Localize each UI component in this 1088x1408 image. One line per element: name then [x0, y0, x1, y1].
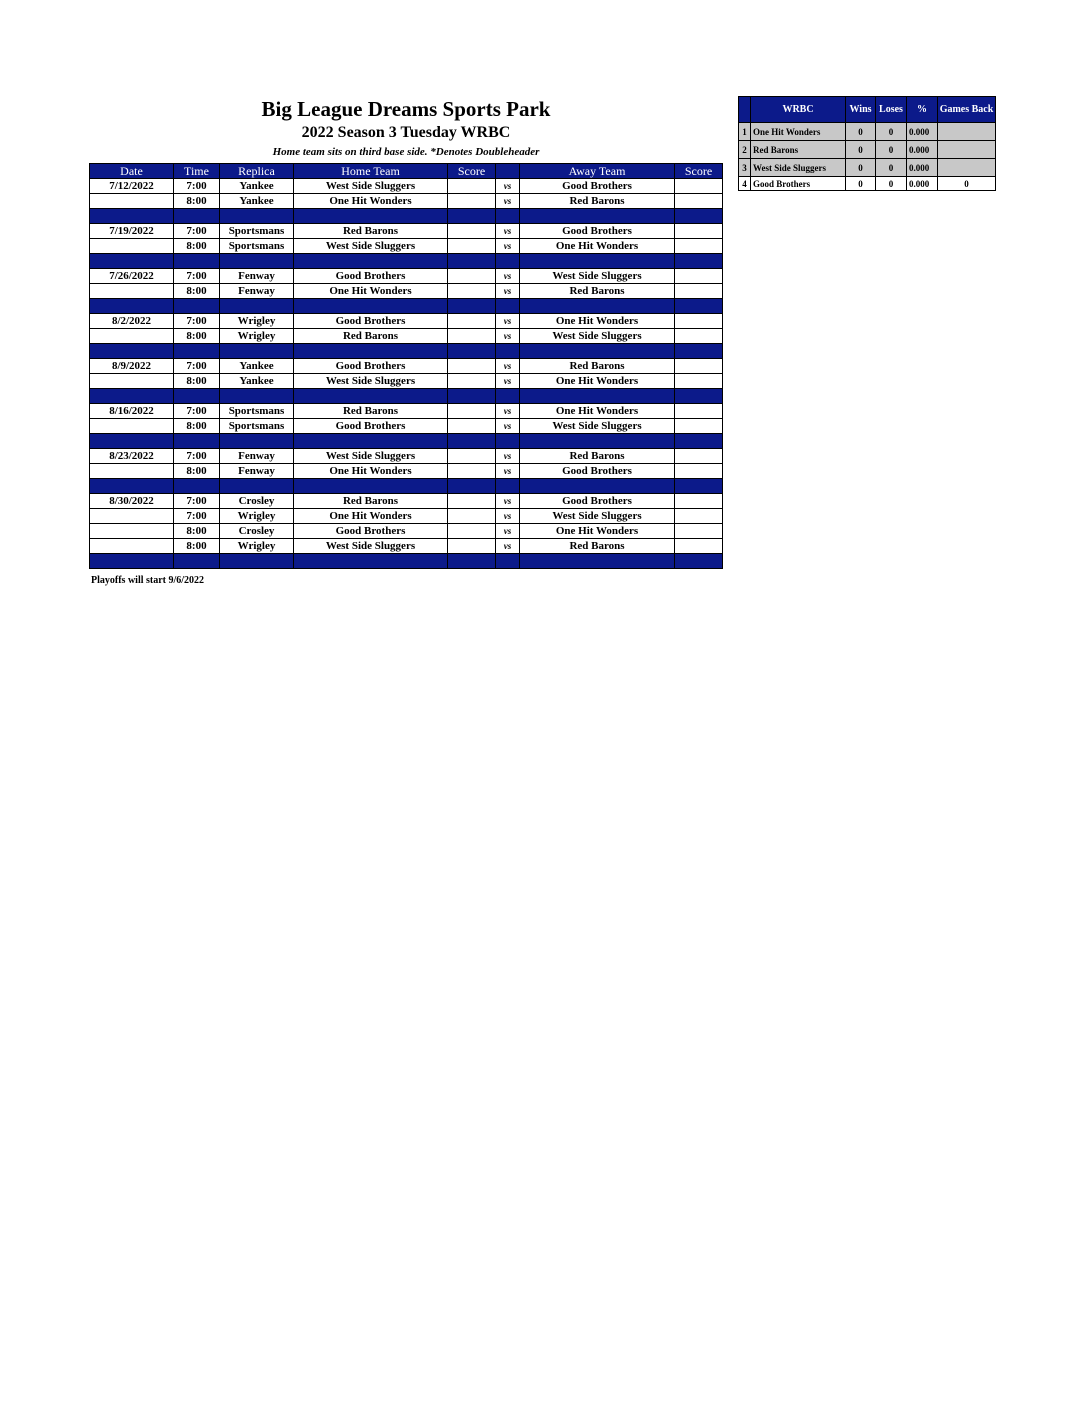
- week-separator: [90, 389, 723, 404]
- home-team: Good Brothers: [294, 524, 448, 539]
- game-date: [90, 464, 174, 479]
- separator-cell: [520, 209, 675, 224]
- schedule-note: Home team sits on third base side. *Denotes Doubleheader: [272, 146, 540, 158]
- home-score: [448, 404, 496, 419]
- week-separator: [90, 254, 723, 269]
- col-home-score: Score: [448, 164, 496, 179]
- separator-cell: [220, 554, 294, 569]
- separator-cell: [90, 554, 174, 569]
- game-row: [90, 224, 723, 239]
- separator-cell: [448, 479, 496, 494]
- away-score: [675, 314, 723, 329]
- week-separator: [90, 554, 723, 569]
- separator-cell: [294, 434, 448, 449]
- away-team: Red Barons: [520, 194, 675, 209]
- game-date: [90, 419, 174, 434]
- standing-wins: 0: [846, 159, 876, 177]
- week-separator: [90, 344, 723, 359]
- week-separator: [90, 479, 723, 494]
- separator-cell: [220, 434, 294, 449]
- game-row: [90, 494, 723, 509]
- game-time: 8:00: [174, 329, 220, 344]
- away-team: One Hit Wonders: [520, 404, 675, 419]
- game-field: Yankee: [220, 374, 294, 389]
- game-date: 8/2/2022: [90, 314, 174, 329]
- standing-team: Red Barons: [751, 141, 846, 159]
- standings-row: [739, 159, 996, 177]
- standing-team: One Hit Wonders: [751, 123, 846, 141]
- vs-label: vs: [496, 524, 520, 539]
- away-score: [675, 494, 723, 509]
- home-score: [448, 419, 496, 434]
- standing-team: West Side Sluggers: [751, 159, 846, 177]
- game-time: 8:00: [174, 524, 220, 539]
- separator-cell: [520, 299, 675, 314]
- separator-cell: [294, 389, 448, 404]
- game-time: 8:00: [174, 464, 220, 479]
- home-score: [448, 539, 496, 554]
- game-row: [90, 419, 723, 434]
- separator-cell: [496, 389, 520, 404]
- home-team: Good Brothers: [294, 269, 448, 284]
- separator-cell: [496, 479, 520, 494]
- separator-cell: [496, 299, 520, 314]
- vs-label: vs: [496, 419, 520, 434]
- away-score: [675, 194, 723, 209]
- standing-pct: 0.000: [907, 177, 938, 191]
- home-team: One Hit Wonders: [294, 509, 448, 524]
- game-row: [90, 374, 723, 389]
- separator-cell: [90, 254, 174, 269]
- home-team: One Hit Wonders: [294, 464, 448, 479]
- away-team: Good Brothers: [520, 494, 675, 509]
- separator-cell: [520, 254, 675, 269]
- game-time: 7:00: [174, 404, 220, 419]
- home-score: [448, 194, 496, 209]
- home-team: West Side Sluggers: [294, 374, 448, 389]
- home-score: [448, 329, 496, 344]
- page-subtitle: 2022 Season 3 Tuesday WRBC: [301, 124, 511, 141]
- game-date: 8/9/2022: [90, 359, 174, 374]
- vs-label: vs: [496, 224, 520, 239]
- col-replica: Replica: [220, 164, 294, 179]
- separator-cell: [496, 434, 520, 449]
- standings-header-row: [739, 97, 996, 123]
- game-date: [90, 374, 174, 389]
- away-score: [675, 449, 723, 464]
- separator-cell: [90, 434, 174, 449]
- standings-row: [739, 123, 996, 141]
- separator-cell: [675, 209, 723, 224]
- away-team: West Side Sluggers: [520, 509, 675, 524]
- vs-label: vs: [496, 239, 520, 254]
- separator-cell: [675, 344, 723, 359]
- standing-loses: 0: [876, 141, 907, 159]
- game-date: [90, 239, 174, 254]
- separator-cell: [520, 479, 675, 494]
- game-time: 8:00: [174, 194, 220, 209]
- game-row: [90, 329, 723, 344]
- home-score: [448, 239, 496, 254]
- separator-cell: [220, 299, 294, 314]
- game-row: [90, 239, 723, 254]
- away-score: [675, 329, 723, 344]
- separator-cell: [90, 209, 174, 224]
- col-pct: %: [907, 97, 938, 123]
- home-team: Good Brothers: [294, 314, 448, 329]
- schedule-body: [90, 179, 723, 569]
- vs-label: vs: [496, 374, 520, 389]
- away-score: [675, 224, 723, 239]
- separator-cell: [448, 254, 496, 269]
- home-score: [448, 449, 496, 464]
- separator-cell: [220, 389, 294, 404]
- away-score: [675, 359, 723, 374]
- away-score: [675, 464, 723, 479]
- separator-cell: [174, 479, 220, 494]
- game-time: 7:00: [174, 179, 220, 194]
- game-time: 7:00: [174, 449, 220, 464]
- game-date: [90, 524, 174, 539]
- standing-wins: 0: [846, 123, 876, 141]
- away-team: Red Barons: [520, 539, 675, 554]
- separator-cell: [90, 299, 174, 314]
- col-away-team: Away Team: [520, 164, 675, 179]
- away-score: [675, 269, 723, 284]
- vs-label: vs: [496, 314, 520, 329]
- game-date: [90, 194, 174, 209]
- separator-cell: [174, 299, 220, 314]
- standing-rank: 4: [739, 177, 751, 191]
- week-separator: [90, 209, 723, 224]
- away-score: [675, 374, 723, 389]
- game-row: [90, 179, 723, 194]
- separator-cell: [174, 554, 220, 569]
- game-field: Sportsmans: [220, 239, 294, 254]
- col-vs: [496, 164, 520, 179]
- separator-cell: [448, 299, 496, 314]
- standing-loses: 0: [876, 159, 907, 177]
- vs-label: vs: [496, 194, 520, 209]
- separator-cell: [294, 254, 448, 269]
- standing-games-back: 0: [938, 177, 996, 191]
- game-time: 7:00: [174, 314, 220, 329]
- vs-label: vs: [496, 284, 520, 299]
- home-score: [448, 314, 496, 329]
- away-score: [675, 284, 723, 299]
- separator-cell: [174, 389, 220, 404]
- away-score: [675, 239, 723, 254]
- separator-cell: [220, 479, 294, 494]
- vs-label: vs: [496, 404, 520, 419]
- separator-cell: [174, 344, 220, 359]
- standings-body: [739, 123, 996, 191]
- standing-rank: 2: [739, 141, 751, 159]
- away-team: Red Barons: [520, 449, 675, 464]
- away-score: [675, 404, 723, 419]
- separator-cell: [294, 299, 448, 314]
- separator-cell: [496, 254, 520, 269]
- separator-cell: [448, 554, 496, 569]
- home-team: West Side Sluggers: [294, 179, 448, 194]
- separator-cell: [675, 389, 723, 404]
- playoffs-note: Playoffs will start 9/6/2022: [91, 575, 205, 586]
- standing-pct: 0.000: [907, 123, 938, 141]
- vs-label: vs: [496, 449, 520, 464]
- home-team: West Side Sluggers: [294, 449, 448, 464]
- standing-loses: 0: [876, 123, 907, 141]
- home-team: Good Brothers: [294, 359, 448, 374]
- standing-games-back: [938, 159, 996, 177]
- game-time: 8:00: [174, 374, 220, 389]
- game-date: [90, 329, 174, 344]
- col-games-back: Games Back: [938, 97, 996, 123]
- away-team: Red Barons: [520, 284, 675, 299]
- home-score: [448, 359, 496, 374]
- away-score: [675, 524, 723, 539]
- separator-cell: [174, 434, 220, 449]
- standing-pct: 0.000: [907, 141, 938, 159]
- home-team: West Side Sluggers: [294, 539, 448, 554]
- standings-row: [739, 141, 996, 159]
- schedule-header-row: [90, 164, 723, 179]
- game-field: Fenway: [220, 284, 294, 299]
- game-row: [90, 509, 723, 524]
- home-score: [448, 524, 496, 539]
- game-row: [90, 539, 723, 554]
- col-league: WRBC: [751, 97, 846, 123]
- col-wins: Wins: [846, 97, 876, 123]
- home-team: One Hit Wonders: [294, 194, 448, 209]
- home-team: Good Brothers: [294, 419, 448, 434]
- game-time: 8:00: [174, 539, 220, 554]
- home-score: [448, 224, 496, 239]
- col-date: Date: [90, 164, 174, 179]
- separator-cell: [294, 479, 448, 494]
- game-time: 7:00: [174, 359, 220, 374]
- game-field: Wrigley: [220, 314, 294, 329]
- home-score: [448, 494, 496, 509]
- game-field: Sportsmans: [220, 404, 294, 419]
- home-team: Red Barons: [294, 224, 448, 239]
- home-score: [448, 269, 496, 284]
- game-date: [90, 539, 174, 554]
- home-score: [448, 179, 496, 194]
- away-team: West Side Sluggers: [520, 419, 675, 434]
- standing-loses: 0: [876, 177, 907, 191]
- game-row: [90, 449, 723, 464]
- game-row: [90, 284, 723, 299]
- separator-cell: [496, 209, 520, 224]
- game-row: [90, 524, 723, 539]
- game-field: Fenway: [220, 449, 294, 464]
- game-row: [90, 404, 723, 419]
- vs-label: vs: [496, 329, 520, 344]
- standing-wins: 0: [846, 177, 876, 191]
- separator-cell: [675, 299, 723, 314]
- game-field: Fenway: [220, 269, 294, 284]
- game-field: Fenway: [220, 464, 294, 479]
- game-time: 7:00: [174, 494, 220, 509]
- game-time: 7:00: [174, 509, 220, 524]
- separator-cell: [294, 344, 448, 359]
- away-team: Good Brothers: [520, 179, 675, 194]
- separator-cell: [448, 209, 496, 224]
- home-team: Red Barons: [294, 404, 448, 419]
- game-time: 8:00: [174, 419, 220, 434]
- game-time: 7:00: [174, 224, 220, 239]
- standing-wins: 0: [846, 141, 876, 159]
- separator-cell: [675, 254, 723, 269]
- separator-cell: [174, 209, 220, 224]
- separator-cell: [520, 389, 675, 404]
- vs-label: vs: [496, 494, 520, 509]
- separator-cell: [174, 254, 220, 269]
- game-date: [90, 509, 174, 524]
- separator-cell: [675, 479, 723, 494]
- separator-cell: [520, 344, 675, 359]
- game-field: Yankee: [220, 194, 294, 209]
- game-date: 7/19/2022: [90, 224, 174, 239]
- away-score: [675, 179, 723, 194]
- page-title: Big League Dreams Sports Park: [261, 97, 551, 121]
- home-team: One Hit Wonders: [294, 284, 448, 299]
- game-time: 7:00: [174, 269, 220, 284]
- game-time: 8:00: [174, 284, 220, 299]
- vs-label: vs: [496, 464, 520, 479]
- standings-table: [738, 96, 996, 191]
- separator-cell: [496, 554, 520, 569]
- away-score: [675, 419, 723, 434]
- game-date: 8/30/2022: [90, 494, 174, 509]
- game-row: [90, 314, 723, 329]
- game-field: Wrigley: [220, 539, 294, 554]
- game-row: [90, 194, 723, 209]
- game-field: Sportsmans: [220, 419, 294, 434]
- vs-label: vs: [496, 509, 520, 524]
- week-separator: [90, 434, 723, 449]
- separator-cell: [90, 389, 174, 404]
- separator-cell: [520, 554, 675, 569]
- vs-label: vs: [496, 539, 520, 554]
- separator-cell: [90, 344, 174, 359]
- separator-cell: [675, 554, 723, 569]
- game-date: 7/26/2022: [90, 269, 174, 284]
- home-team: Red Barons: [294, 329, 448, 344]
- game-field: Crosley: [220, 494, 294, 509]
- game-date: 8/16/2022: [90, 404, 174, 419]
- separator-cell: [520, 434, 675, 449]
- away-team: West Side Sluggers: [520, 329, 675, 344]
- away-team: One Hit Wonders: [520, 239, 675, 254]
- game-time: 8:00: [174, 239, 220, 254]
- standing-games-back: [938, 141, 996, 159]
- game-field: Yankee: [220, 179, 294, 194]
- home-score: [448, 374, 496, 389]
- home-team: West Side Sluggers: [294, 239, 448, 254]
- col-home-team: Home Team: [294, 164, 448, 179]
- standings-row: [739, 177, 996, 191]
- away-team: West Side Sluggers: [520, 269, 675, 284]
- home-score: [448, 284, 496, 299]
- standing-pct: 0.000: [907, 159, 938, 177]
- standing-games-back: [938, 123, 996, 141]
- separator-cell: [294, 209, 448, 224]
- separator-cell: [90, 479, 174, 494]
- separator-cell: [448, 434, 496, 449]
- separator-cell: [220, 254, 294, 269]
- game-field: Sportsmans: [220, 224, 294, 239]
- game-field: Wrigley: [220, 509, 294, 524]
- game-field: Crosley: [220, 524, 294, 539]
- separator-cell: [675, 434, 723, 449]
- away-team: One Hit Wonders: [520, 524, 675, 539]
- standing-team: Good Brothers: [751, 177, 846, 191]
- away-score: [675, 539, 723, 554]
- col-time: Time: [174, 164, 220, 179]
- week-separator: [90, 299, 723, 314]
- home-team: Red Barons: [294, 494, 448, 509]
- standing-rank: 3: [739, 159, 751, 177]
- game-row: [90, 269, 723, 284]
- separator-cell: [294, 554, 448, 569]
- col-rank: [739, 97, 751, 123]
- game-date: 7/12/2022: [90, 179, 174, 194]
- game-field: Yankee: [220, 359, 294, 374]
- game-field: Wrigley: [220, 329, 294, 344]
- away-score: [675, 509, 723, 524]
- schedule-table: [89, 163, 723, 569]
- separator-cell: [448, 389, 496, 404]
- game-date: [90, 284, 174, 299]
- col-away-score: Score: [675, 164, 723, 179]
- home-score: [448, 464, 496, 479]
- separator-cell: [220, 344, 294, 359]
- away-team: One Hit Wonders: [520, 314, 675, 329]
- separator-cell: [220, 209, 294, 224]
- vs-label: vs: [496, 359, 520, 374]
- away-team: Good Brothers: [520, 224, 675, 239]
- away-team: One Hit Wonders: [520, 374, 675, 389]
- away-team: Red Barons: [520, 359, 675, 374]
- col-loses: Loses: [876, 97, 907, 123]
- game-row: [90, 359, 723, 374]
- vs-label: vs: [496, 179, 520, 194]
- away-team: Good Brothers: [520, 464, 675, 479]
- home-score: [448, 509, 496, 524]
- vs-label: vs: [496, 269, 520, 284]
- game-date: 8/23/2022: [90, 449, 174, 464]
- game-row: [90, 464, 723, 479]
- separator-cell: [448, 344, 496, 359]
- separator-cell: [496, 344, 520, 359]
- standing-rank: 1: [739, 123, 751, 141]
